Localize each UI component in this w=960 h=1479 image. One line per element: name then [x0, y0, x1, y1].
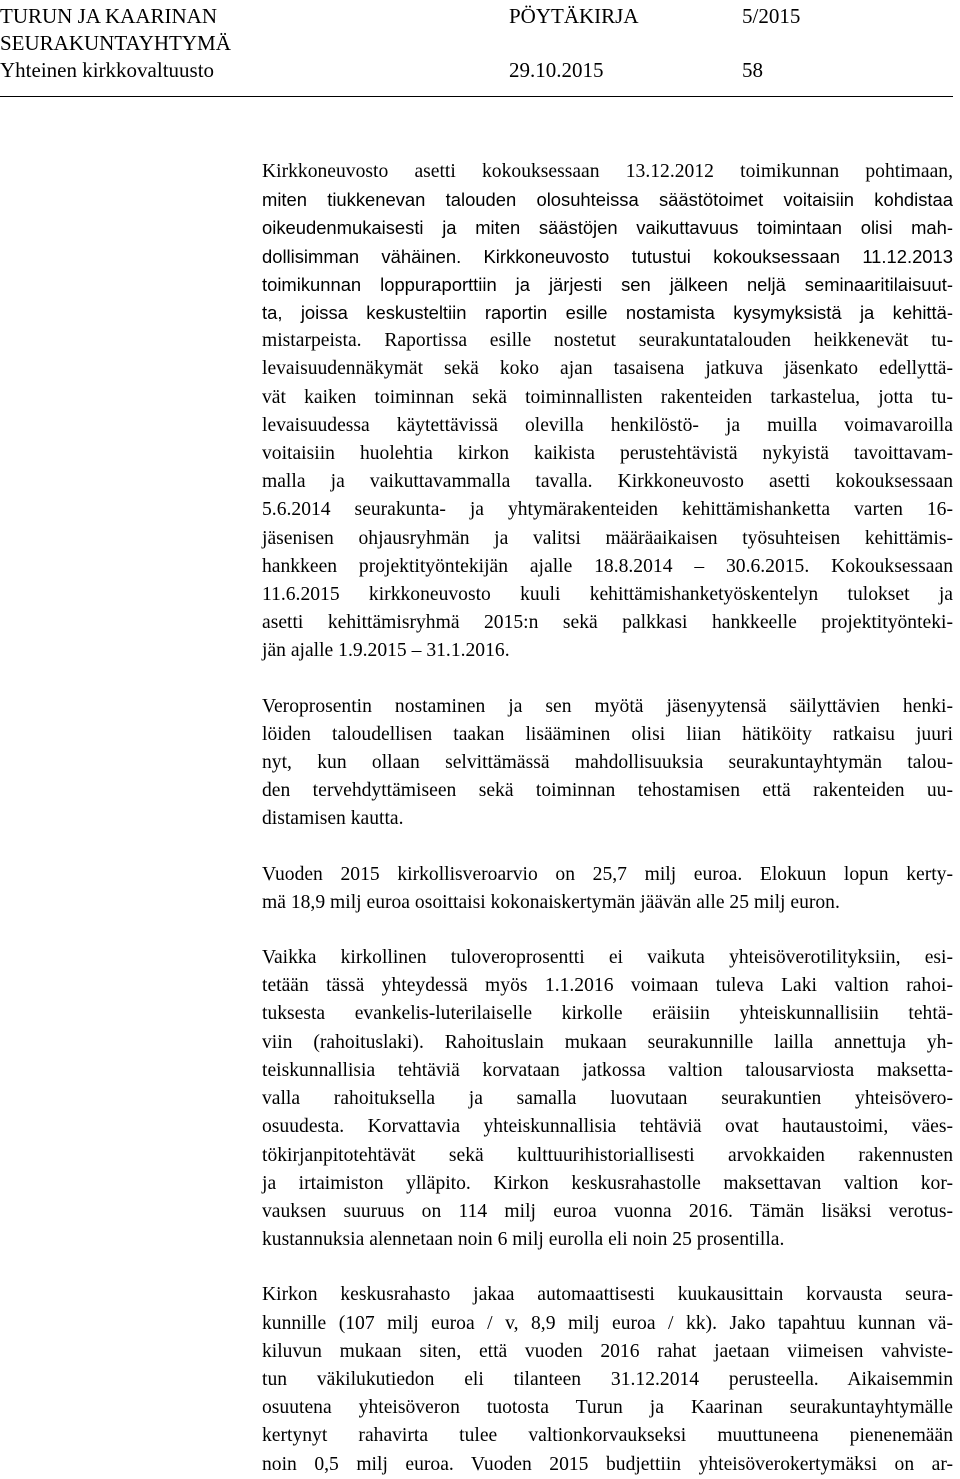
text-line: kunnille (107 milj euroa / v, 8,9 milj euroa / kk). Jako tapahtuu kunnan vä- [262, 1312, 953, 1334]
text-line: toimikunnan loppuraporttiin ja järjesti sen jälkeen neljä seminaaritilaisuut- [262, 273, 953, 295]
text-line: osuudesta. Korvattavia yhteiskunnallisia tehtäviä ovat hautaustoimi, väes- [262, 1116, 953, 1138]
text-line: 5.6.2014 seurakunta- ja yhtymärakenteiden kehittämishanketta varten 16- [262, 499, 953, 521]
text-line: levaisuudennäkymät sekä koko ajan tasaisena jatkuva jäsenkato edellyttä- [262, 358, 953, 380]
text-line: ja irtaimiston ylläpito. Kirkon keskusrahastolle maksettavan valtion kor- [262, 1172, 953, 1194]
document-body [262, 158, 953, 1479]
document-number: 5/2015 [742, 4, 801, 28]
text-line: tun väkilukutiedon eli tilanteen 31.12.2014 perusteella. Aikaisemmin [262, 1368, 953, 1390]
page-number: 58 [742, 58, 763, 82]
text-line: Kirkon keskusrahasto jakaa automaattisesti kuukausittain korvausta seura- [262, 1284, 953, 1306]
org-name-line2: SEURAKUNTAYHTYMÄ [0, 31, 231, 55]
text-line: miten tiukkenevan talouden olosuhteissa säästötoimet voitaisiin kohdistaa [262, 189, 953, 211]
text-line: vät kaiken toiminnan sekä toiminnallisten rakenteiden tarkastelua, jotta tu- [262, 386, 953, 408]
text-line: Vaikka kirkollinen tuloveroprosentti ei vaikuta yhteisöverotilityksiin, esi- [262, 947, 953, 969]
text-line: 11.6.2015 kirkkoneuvosto kuuli kehittämishanketyöskentelyn tulokset ja [262, 584, 953, 606]
text-line: oikeudenmukaisesti ja miten säästöjen vaikuttavuus toimintaan olisi mah- [262, 217, 953, 239]
header-line-1 [0, 4, 960, 29]
text-line: valla rahoituksella ja samalla luovutaan seurakuntien yhteisövero- [262, 1088, 953, 1110]
text-line: jäsenisen ohjausryhmän ja valitsi määräaikaisen työsuhteisen kehittämis- [262, 527, 953, 549]
text-line: kustannuksia alennetaan noin 6 milj eurolla eli noin 25 prosentilla. [262, 1229, 785, 1251]
text-line: nyt, kun ollaan selvittämässä mahdollisuuksia seurakuntayhtymän talou- [262, 752, 953, 774]
text-line: mistarpeista. Raportissa esille nostetut seurakuntatalouden heikkenevät tu- [262, 330, 953, 352]
paragraph-tax-estimate [262, 861, 953, 917]
text-line: Kirkkoneuvosto asetti kokouksessaan 13.12.2012 toimikunnan pohtimaan, [262, 161, 953, 182]
text-line: kiluvun mukaan siten, että vuoden 2016 rahat jaetaan viimeisen vahviste- [262, 1340, 953, 1362]
paragraph-gap [262, 834, 953, 861]
text-line: kertynyt rahavirta tulee valtionkorvaukseksi muuttuneena pienenemään [262, 1425, 953, 1447]
paragraph-funding-law [262, 944, 953, 1254]
paragraph-development-project [262, 158, 953, 666]
paragraph-gap [262, 917, 953, 944]
meeting-date: 29.10.2015 [509, 58, 604, 82]
header-line-2 [0, 31, 960, 56]
text-line: jän ajalle 1.9.2015 – 31.1.2016. [262, 640, 510, 662]
text-line: osuutena yhteisöveron tuotosta Turun ja Kaarinan seurakuntayhtymälle [262, 1397, 953, 1419]
paragraph-central-fund [262, 1281, 953, 1478]
text-line: viin (rahoituslaki). Rahoituslain mukaan seurakunnille lailla annettuja yh- [262, 1031, 953, 1053]
text-line: löiden taloudellisen taakan lisääminen olisi liian hätiköity ratkaisu juuri [262, 723, 953, 745]
text-line: malla ja vaikuttavammalla tavalla. Kirkkoneuvosto asetti kokouksessaan [262, 471, 953, 493]
text-line: Veroprosentin nostaminen ja sen myötä jäsenyytensä säilyttävien henki- [262, 695, 953, 717]
text-line: den tervehdyttämiseen sekä toiminnan tehostamisen että rakenteiden uu- [262, 780, 953, 802]
paragraph-tax-rate [262, 693, 953, 834]
header-rule [0, 96, 953, 97]
text-line: distamisen kautta. [262, 808, 404, 830]
text-line: dollisimman vähäinen. Kirkkoneuvosto tutustui kokouksessaan 11.12.2013 [262, 245, 953, 267]
text-line: tetään tässä yhteydessä myös 1.1.2016 voimaan tuleva Laki valtion rahoi- [262, 975, 953, 997]
text-line: asetti kehittämisryhmä 2015:n sekä palkkasi hankkeelle projektityönteki- [262, 612, 953, 634]
text-line: mä 18,9 milj euroa osoittaisi kokonaiskertymän jäävän alle 25 milj euron. [262, 891, 840, 913]
text-line: vauksen suuruus on 114 milj euroa vuonna 2016. Tämän lisäksi verotus- [262, 1200, 953, 1222]
paragraph-gap [262, 1254, 953, 1281]
paragraph-gap [262, 666, 953, 693]
text-line: Vuoden 2015 kirkollisveroarvio on 25,7 milj euroa. Elokuun lopun kerty- [262, 863, 953, 885]
org-name-line1: TURUN JA KAARINAN [0, 4, 218, 28]
text-line: tuksesta evankelis-luterilaiselle kirkolle eräisiin yhteiskunnallisiin tehtä- [262, 1003, 953, 1025]
meeting-body: Yhteinen kirkkovaltuusto [0, 58, 215, 82]
text-line: noin 0,5 milj euroa. Vuoden 2015 budjettiin yhteisöverokertymäksi on ar- [262, 1453, 953, 1475]
text-line: hankkeen projektityöntekijän ajalle 18.8.2014 – 30.6.2015. Kokouksessaan [262, 555, 953, 577]
text-line: ta, joissa keskusteltiin raportin esille nostamista kysymyksistä ja kehittä- [262, 302, 953, 324]
text-line: teiskunnallisia tehtäviä korvataan jatkossa valtion talousarviosta maksetta- [262, 1059, 953, 1081]
header-line-3 [0, 58, 960, 83]
text-line: tökirjanpitotehtävät sekä kulttuurihistoriallisesti arvokkaiden rakennusten [262, 1144, 953, 1166]
document-type: PÖYTÄKIRJA [509, 4, 639, 28]
text-line: levaisuudessa käytettävissä olevilla henkilöstö- ja muilla voimavaroilla [262, 414, 953, 436]
text-line: voitaisiin huolehtia kirkon kaikista perustehtävistä nykyistä tavoittavam- [262, 443, 953, 465]
page-header [0, 0, 960, 90]
